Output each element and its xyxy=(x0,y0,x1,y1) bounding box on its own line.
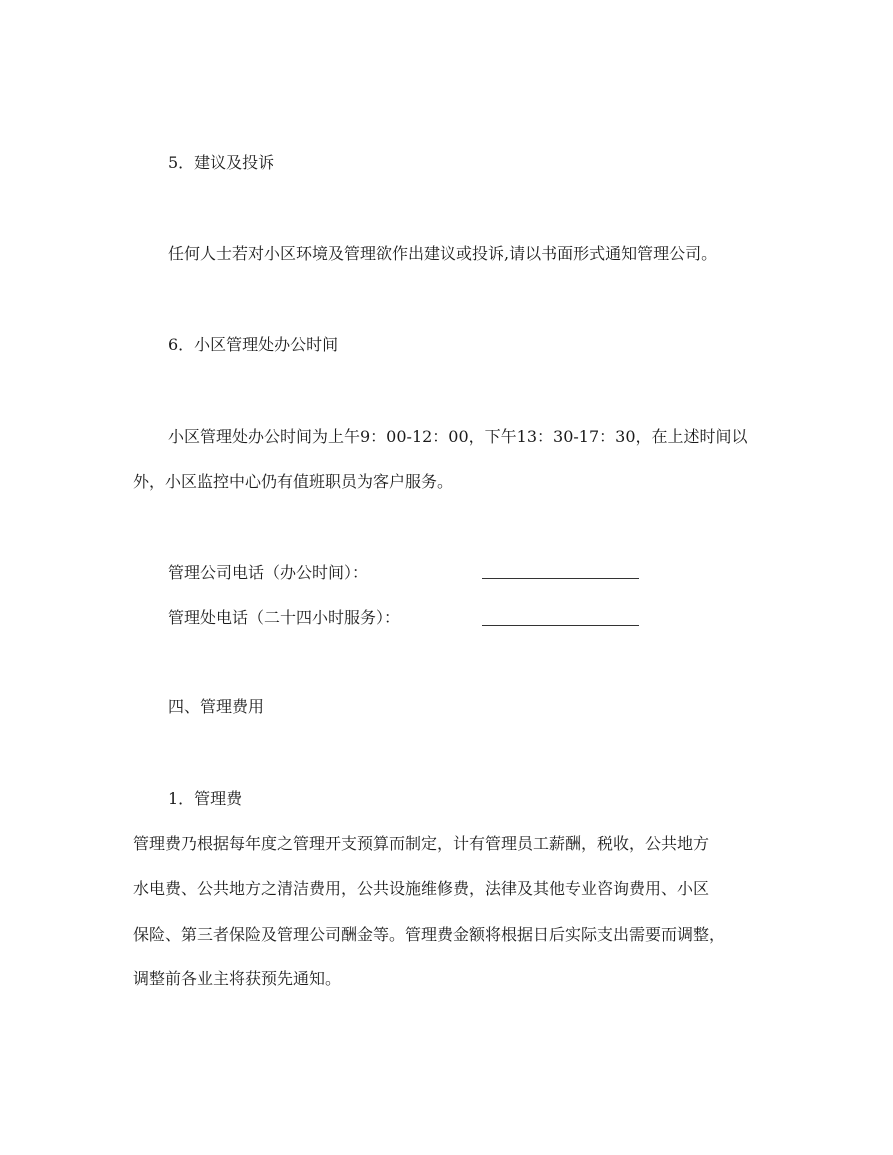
management-fee-line-3: 保险、第三者保险及管理公司酬金等。管理费金额将根据日后实际支出需要而调整， xyxy=(133,925,726,944)
section-5-body: 任何人士若对小区环境及管理欲作出建议或投诉,请以书面形式通知管理公司。 xyxy=(168,244,718,263)
management-fee-line-1: 管理费乃根据每年度之管理开支预算而制定，计有管理员工薪酬，税收，公共地方 xyxy=(133,834,710,853)
section-4-heading: 四、管理费用 xyxy=(168,697,265,716)
management-fee-line-4: 调整前各业主将获预先通知。 xyxy=(133,969,342,988)
management-fee-heading: 1．管理费 xyxy=(168,789,243,808)
section-6-body-line-1: 小区管理处办公时间为上午9：00-12：00，下午13：30-17：30，在上述时间以 xyxy=(168,427,748,446)
section-5-heading: 5．建议及投诉 xyxy=(168,153,275,172)
hotline-phone-blank xyxy=(482,625,639,626)
hotline-phone-label: 管理处电话（二十四小时服务）： xyxy=(168,608,401,627)
office-phone-blank xyxy=(482,578,639,579)
section-6-body-line-2: 外，小区监控中心仍有值班职员为客户服务。 xyxy=(133,472,454,491)
management-fee-line-2: 水电费、公共地方之清洁费用，公共设施维修费，法律及其他专业咨询费用、小区 xyxy=(133,879,710,898)
office-phone-label: 管理公司电话（办公时间）： xyxy=(168,563,369,582)
section-6-heading: 6．小区管理处办公时间 xyxy=(168,335,339,354)
